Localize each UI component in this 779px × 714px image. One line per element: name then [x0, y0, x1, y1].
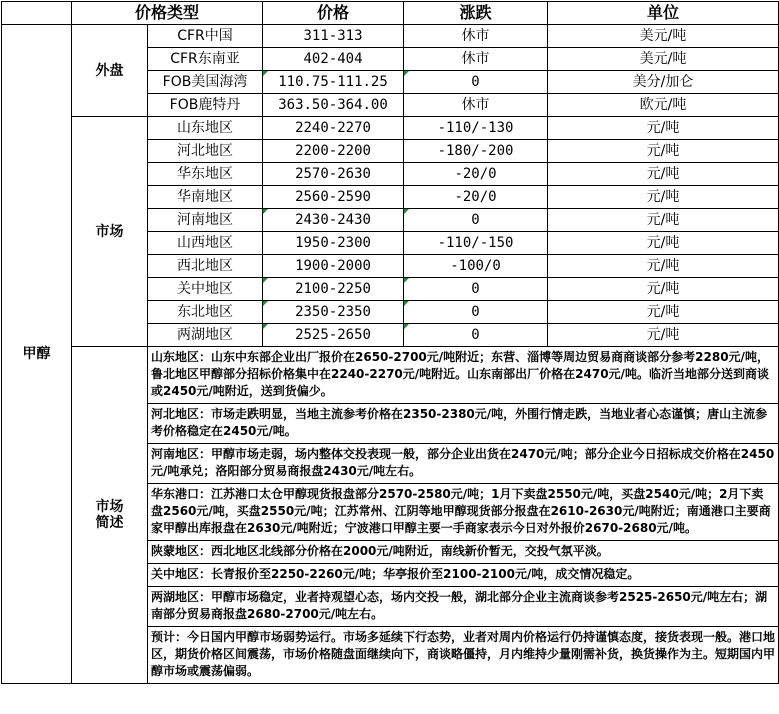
region-cell: 东北地区 — [148, 301, 263, 324]
price-cell: 2100-2250 — [263, 278, 404, 301]
change-cell: 休市 — [404, 25, 548, 48]
table-row — [2, 117, 779, 140]
group-summary-label: 市场简述 — [95, 499, 124, 531]
region-cell: 河南地区 — [148, 209, 263, 232]
change-cell: -110/-150 — [404, 232, 548, 255]
change-cell: 休市 — [404, 48, 548, 71]
price-cell: 2240-2270 — [263, 117, 404, 140]
unit-cell: 元/吨 — [548, 324, 779, 347]
change-cell: 0 — [404, 71, 548, 94]
group-summary — [72, 347, 148, 684]
unit-cell: 元/吨 — [548, 278, 779, 301]
unit-cell: 欧元/吨 — [548, 94, 779, 117]
header-change: 涨跌 — [404, 2, 548, 25]
unit-cell: 元/吨 — [548, 163, 779, 186]
price-cell: 2200-2200 — [263, 140, 404, 163]
change-cell: 0 — [404, 324, 548, 347]
change-cell: 0 — [404, 209, 548, 232]
change-cell: 0 — [404, 278, 548, 301]
price-cell: 402-404 — [263, 48, 404, 71]
unit-cell: 美元/吨 — [548, 48, 779, 71]
header-unit: 单位 — [548, 2, 779, 25]
region-cell: 河北地区 — [148, 140, 263, 163]
unit-cell: 元/吨 — [548, 255, 779, 278]
price-cell: 2430-2430 — [263, 209, 404, 232]
region-cell: 西北地区 — [148, 255, 263, 278]
unit-cell: 美元/吨 — [548, 25, 779, 48]
unit-cell: 美分/加仑 — [548, 71, 779, 94]
price-cell: 1900-2000 — [263, 255, 404, 278]
unit-cell: 元/吨 — [548, 301, 779, 324]
table-row — [2, 25, 779, 48]
header-price: 价格 — [263, 2, 404, 25]
region-cell: 关中地区 — [148, 278, 263, 301]
group-market: 市场 — [72, 117, 148, 347]
unit-cell: 元/吨 — [548, 232, 779, 255]
region-cell: 两湖地区 — [148, 324, 263, 347]
price-cell: 1950-2300 — [263, 232, 404, 255]
note-lianghu: 两湖地区：甲醇市场稳定，业者持观望心态，场内交投一般，湖北部分企业主流商谈参考2525-2650元/吨左右；湖南部分贸易商报盘2680-2700元/吨左右。 — [148, 587, 778, 627]
price-table — [1, 1, 779, 684]
unit-cell: 元/吨 — [548, 117, 779, 140]
note-hebei: 河北地区：市场走跌明显，当地主流参考价格在2350-2380元/吨，外围行情走跌，当地业者心态谨慎；唐山主流参考价格稳定在2450元/吨。 — [148, 404, 778, 444]
region-cell: 华东地区 — [148, 163, 263, 186]
price-cell: 311-313 — [263, 25, 404, 48]
note-shaanxi-mongolia: 陕蒙地区：西北地区北线部分价格在2000元/吨附近，南线新价暂无，交投气氛平淡。 — [148, 541, 778, 564]
price-cell: 2525-2650 — [263, 324, 404, 347]
region-cell: FOB美国海湾 — [148, 71, 263, 94]
header-row — [2, 2, 779, 25]
region-cell: CFR中国 — [148, 25, 263, 48]
region-cell: 华南地区 — [148, 186, 263, 209]
region-cell: CFR东南亚 — [148, 48, 263, 71]
price-cell: 363.50-364.00 — [263, 94, 404, 117]
change-cell: 0 — [404, 301, 548, 324]
change-cell: 休市 — [404, 94, 548, 117]
summary-notes — [148, 347, 779, 684]
note-shandong: 山东地区：山东中东部企业出厂报价在2650-2700元/吨附近；东营、淄博等周边贸易商商谈部分参考2280元/吨，鲁北地区甲醇部分招标价格集中在2240-2270元/吨附近。山东南部出厂价格在2470元/吨。临沂当地部分送到商谈或2450元/吨附近，送到货偏少。 — [148, 347, 778, 404]
unit-cell: 元/吨 — [548, 140, 779, 163]
summary-row — [2, 347, 779, 684]
change-cell: -110/-130 — [404, 117, 548, 140]
group-outer: 外盘 — [72, 25, 148, 117]
price-cell: 2570-2630 — [263, 163, 404, 186]
price-cell: 2560-2590 — [263, 186, 404, 209]
change-cell: -20/0 — [404, 186, 548, 209]
change-cell: -20/0 — [404, 163, 548, 186]
change-cell: -180/-200 — [404, 140, 548, 163]
region-cell: 山西地区 — [148, 232, 263, 255]
note-guanzhong: 关中地区：长青报价至2250-2260元/吨；华亭报价至2100-2100元/吨，成交情况稳定。 — [148, 564, 778, 587]
note-east-china-port: 华东港口：江苏港口太仓甲醇现货报盘部分2570-2580元/吨；1月下卖盘2550元/吨，买盘2540元/吨；2月下卖盘2560元/吨，买盘2550元/吨；江苏常州、江阴等地甲醇现货部分报盘在2610-2630元/吨附近；南通港口主要商家甲醇出库报盘在2630元/吨附近；宁波港口甲醇主要一手商家表示今日对外报价2670-2680元/吨。 — [148, 484, 778, 541]
price-cell: 110.75-111.25 — [263, 71, 404, 94]
region-cell: FOB鹿特丹 — [148, 94, 263, 117]
header-blank — [2, 2, 72, 25]
unit-cell: 元/吨 — [548, 186, 779, 209]
region-cell: 山东地区 — [148, 117, 263, 140]
change-cell: -100/0 — [404, 255, 548, 278]
product-name: 甲醇 — [2, 25, 72, 684]
header-type: 价格类型 — [72, 2, 263, 25]
note-henan: 河南地区：甲醇市场走弱，场内整体交投表现一般，部分企业出货在2470元/吨；部分企业今日招标成交价格在2450元/吨承兑；洛阳部分贸易商报盘2430元/吨左右。 — [148, 444, 778, 484]
price-cell: 2350-2350 — [263, 301, 404, 324]
note-forecast: 预计：今日国内甲醇市场弱势运行。市场多延续下行态势，业者对周内价格运行仍持谨慎态度，接货表现一般。港口地区，期货价格区间震荡，市场价格随盘面继续向下，商谈略僵持，月内维持少量刚需补货，换货操作为主。短期国内甲醇市场或震荡偏弱。 — [151, 630, 776, 678]
unit-cell: 元/吨 — [548, 209, 779, 232]
